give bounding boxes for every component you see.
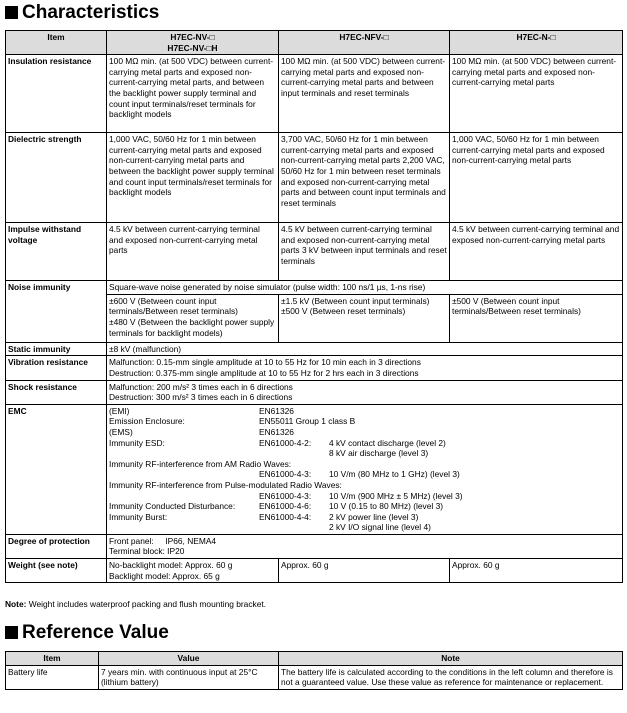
cell: ±8 kV (malfunction) bbox=[107, 342, 623, 356]
cell: 3,700 VAC, 50/60 Hz for 1 min between current-carrying metal parts and exposed non-current-carrying metal parts 2,200 VAC, 50/60 Hz for 1 min between reset terminals and exposed non-current-carrying metal parts and between count input terminals and reset terminals bbox=[279, 133, 450, 223]
square-bullet-icon bbox=[5, 6, 18, 19]
emc-standard bbox=[259, 522, 329, 533]
emc-line bbox=[109, 427, 620, 438]
emc-line bbox=[109, 522, 620, 533]
characteristics-heading: Characteristics bbox=[5, 2, 159, 24]
cell: 4.5 kV between current-carrying terminal and exposed non-current-carrying metal parts 3 kV between input terminals and reset terminals bbox=[279, 223, 450, 281]
emc-level: 10 V/m (80 MHz to 1 GHz) (level 3) bbox=[329, 469, 460, 480]
emc-test: Immunity ESD: bbox=[109, 437, 165, 448]
header-value: Value bbox=[99, 652, 279, 666]
cell: Square-wave noise generated by noise simulator (pulse width: 100 ns/1 µs, 1-ns rise) bbox=[107, 281, 623, 295]
emc-standard: EN61000-4-3: bbox=[259, 490, 312, 501]
emc-standard: EN55011 Group 1 class B bbox=[259, 416, 356, 427]
static-row bbox=[6, 342, 623, 356]
emc-test: Immunity Conducted Disturbance: bbox=[109, 501, 236, 512]
shock-row bbox=[6, 380, 623, 404]
row-label: Dielectric strength bbox=[6, 133, 107, 223]
cell: ±500 V (Between count input terminals/Between reset terminals) bbox=[450, 294, 623, 342]
header-row bbox=[6, 31, 623, 55]
reference-table bbox=[5, 651, 623, 690]
protection-row bbox=[6, 534, 623, 558]
emc-row bbox=[6, 404, 623, 534]
emc-standard: EN61326 bbox=[259, 405, 294, 416]
emc-line bbox=[109, 480, 620, 491]
emc-level: 2 kV I/O signal line (level 4) bbox=[329, 522, 431, 533]
cell: 100 MΩ min. (at 500 VDC) between current-carrying metal parts and exposed non-current-carrying metal parts and between input terminals and reset terminals bbox=[279, 55, 450, 133]
header-col1: H7EC-NV-□ H7EC-NV-□H bbox=[107, 31, 279, 55]
reference-heading: Reference Value bbox=[5, 622, 169, 644]
insulation-row bbox=[6, 55, 623, 133]
emc-line bbox=[109, 491, 620, 502]
emc-level: 8 kV air discharge (level 3) bbox=[329, 448, 429, 459]
emc-standard bbox=[259, 448, 329, 459]
cell: 1,000 VAC, 50/60 Hz for 1 min between current-carrying metal parts and exposed non-current-carrying metal parts bbox=[450, 133, 623, 223]
weight-row bbox=[6, 559, 623, 583]
row-label: EMC bbox=[6, 404, 107, 534]
header-item: Item bbox=[6, 652, 99, 666]
cell: 1,000 VAC, 50/60 Hz for 1 min between current-carrying metal parts and exposed non-current-carrying metal parts and between the backlight power supply terminal and count input terminals/reset terminals for backlight models bbox=[107, 133, 279, 223]
header-row bbox=[6, 652, 623, 666]
row-label: Battery life bbox=[6, 665, 99, 689]
emc-line bbox=[109, 512, 620, 523]
dielectric-row bbox=[6, 133, 623, 223]
cell: 100 MΩ min. (at 500 VDC) between current-carrying metal parts and exposed non-current-carrying metal parts bbox=[450, 55, 623, 133]
header-item: Item bbox=[6, 31, 107, 55]
row-label: Vibration resistance bbox=[6, 356, 107, 380]
emc-test: Immunity RF-interference from Pulse-modulated Radio Waves: bbox=[109, 479, 342, 490]
emc-line bbox=[109, 459, 620, 470]
emc-test bbox=[109, 448, 259, 459]
emc-line bbox=[109, 406, 620, 417]
emc-standard: EN61000-4-4: bbox=[259, 511, 312, 522]
emc-line bbox=[109, 501, 620, 512]
emc-level: 4 kV contact discharge (level 2) bbox=[329, 437, 446, 448]
noise-row-common bbox=[6, 281, 623, 295]
emc-standard: EN61326 bbox=[259, 426, 294, 437]
emc-test bbox=[109, 491, 259, 502]
row-label: Impulse withstand voltage bbox=[6, 223, 107, 281]
emc-standard: EN61000-4-6: bbox=[259, 501, 312, 512]
vibration-row bbox=[6, 356, 623, 380]
row-label: Insulation resistance bbox=[6, 55, 107, 133]
header-col2: H7EC-NFV-□ bbox=[279, 31, 450, 55]
emc-line bbox=[109, 438, 620, 449]
cell: Malfunction: 200 m/s² 3 times each in 6 directions Destruction: 300 m/s² 3 times each in 6 directions bbox=[107, 380, 623, 404]
cell: Front panel: IP66, NEMA4 Terminal block: IP20 bbox=[107, 534, 623, 558]
cell: No-backlight model: Approx. 60 g Backlight model: Approx. 65 g bbox=[107, 559, 279, 583]
emc-test bbox=[109, 522, 259, 533]
row-label: Shock resistance bbox=[6, 380, 107, 404]
emc-test: Emission Enclosure: bbox=[109, 416, 185, 427]
cell: Approx. 60 g bbox=[279, 559, 450, 583]
emc-line bbox=[109, 448, 620, 459]
emc-test bbox=[109, 469, 259, 480]
emc-level: 2 kV power line (level 3) bbox=[329, 511, 419, 522]
cell: Approx. 60 g bbox=[450, 559, 623, 583]
emc-level: 10 V (0.15 to 80 MHz) (level 3) bbox=[329, 501, 444, 512]
cell: The battery life is calculated according to the conditions in the left column and therefore is not a guaranteed value. Use these value as reference for maintenance or replacement. bbox=[279, 665, 623, 689]
emc-test: Immunity Burst: bbox=[109, 511, 168, 522]
square-bullet-icon bbox=[5, 626, 18, 639]
row-label: Degree of protection bbox=[6, 534, 107, 558]
header-col3: H7EC-N-□ bbox=[450, 31, 623, 55]
cell: ±1.5 kV (Between count input terminals) ±500 V (Between reset terminals) bbox=[279, 294, 450, 342]
cell: 7 years min. with continuous input at 25°C (lithium battery) bbox=[99, 665, 279, 689]
battery-row bbox=[6, 665, 623, 689]
row-label: Static immunity bbox=[6, 342, 107, 356]
emc-cell bbox=[107, 404, 623, 534]
characteristics-table bbox=[5, 30, 623, 583]
emc-line bbox=[109, 469, 620, 480]
emc-line bbox=[109, 416, 620, 427]
cell: 100 MΩ min. (at 500 VDC) between current-carrying metal parts and exposed non-current-carrying metal parts, and between the backlight power supply terminal and count input terminals/reset terminals for backlight models bbox=[107, 55, 279, 133]
emc-standard: EN61000-4-3: bbox=[259, 469, 312, 480]
cell: ±600 V (Between count input terminals/Between reset terminals) ±480 V (Between the backlight power supply terminals for backlight models) bbox=[107, 294, 279, 342]
row-label: Noise immunity bbox=[6, 281, 107, 343]
emc-standard: EN61000-4-2: bbox=[259, 437, 312, 448]
impulse-row bbox=[6, 223, 623, 281]
header-note: Note bbox=[279, 652, 623, 666]
cell: 4.5 kV between current-carrying terminal and exposed non-current-carrying metal parts bbox=[107, 223, 279, 281]
emc-test: (EMI) bbox=[109, 405, 130, 416]
emc-test: (EMS) bbox=[109, 426, 133, 437]
cell: Malfunction: 0.15-mm single amplitude at 10 to 55 Hz for 10 min each in 3 directions Destruction: 0.375-mm single amplitude at 10 to 55 Hz for 2 hrs each in 3 directions bbox=[107, 356, 623, 380]
row-label: Weight (see note) bbox=[6, 559, 107, 583]
weight-note: Note: Weight includes waterproof packing and flush mounting bracket. bbox=[5, 599, 267, 609]
emc-level: 10 V/m (900 MHz ± 5 MHz) (level 3) bbox=[329, 490, 463, 501]
emc-test: Immunity RF-interference from AM Radio Waves: bbox=[109, 458, 292, 469]
cell: 4.5 kV between current-carrying terminal and exposed non-current-carrying metal parts bbox=[450, 223, 623, 281]
